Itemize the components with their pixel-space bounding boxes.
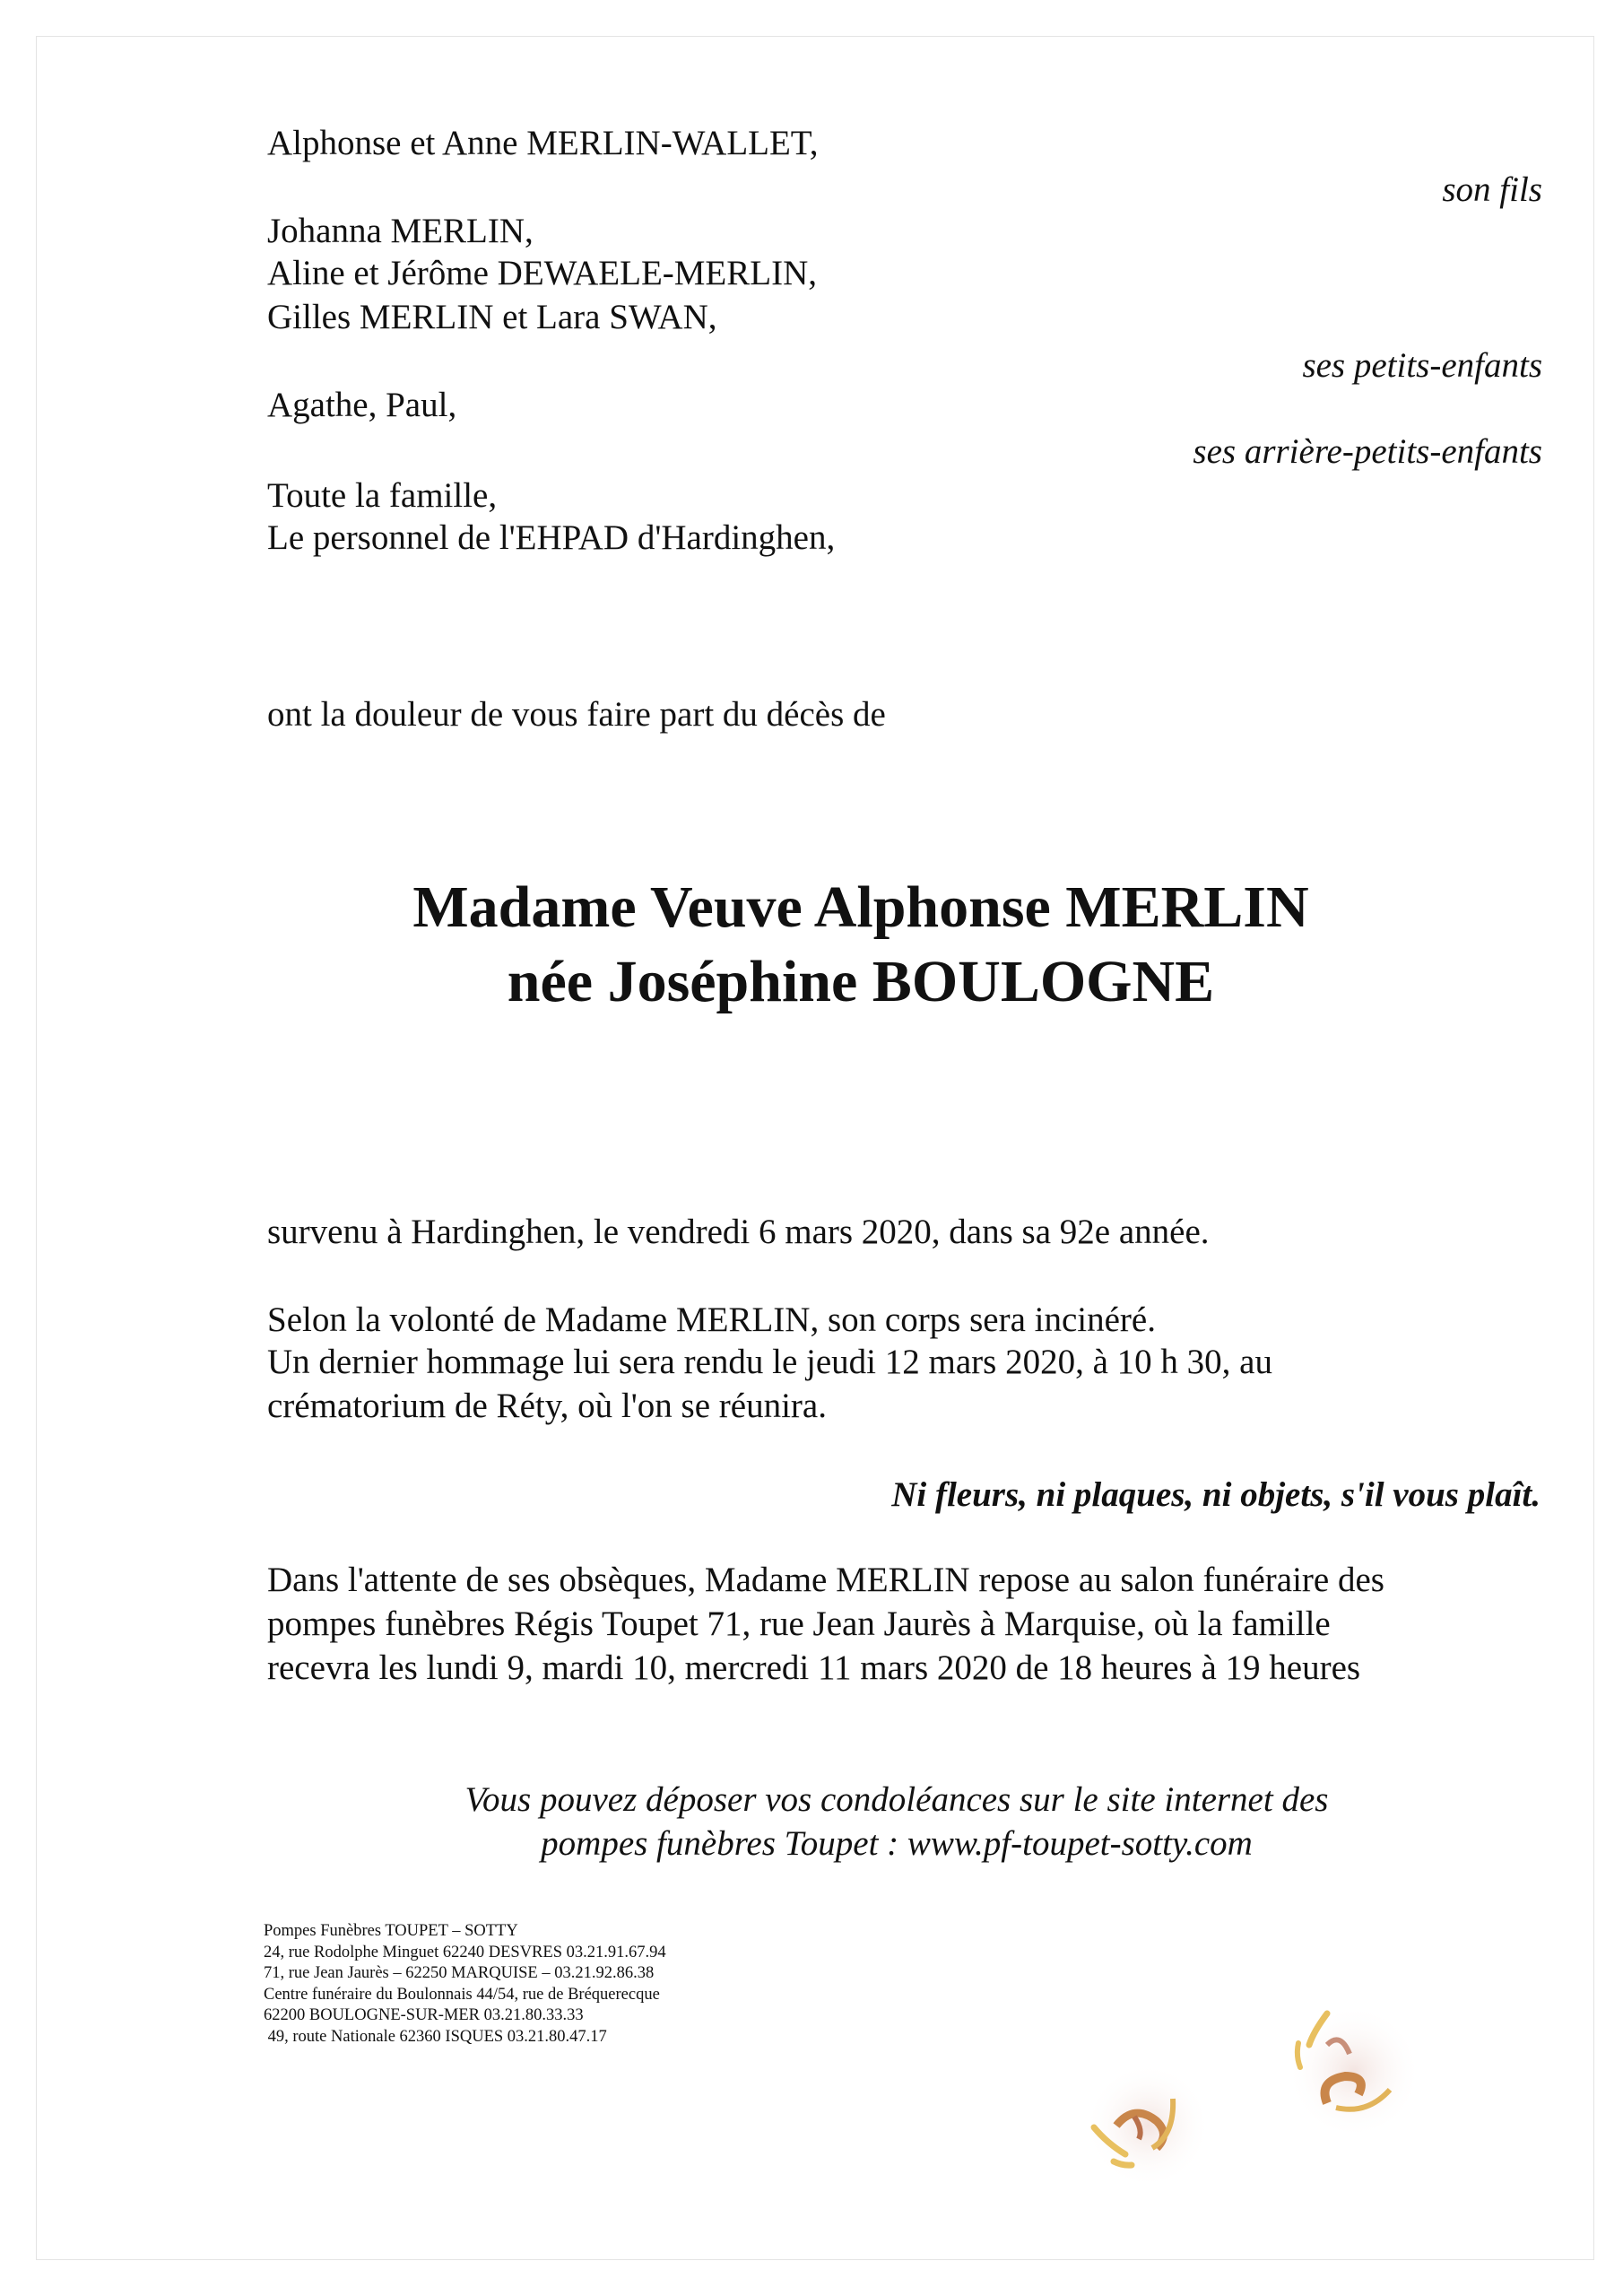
- son-label: son fils: [1442, 170, 1542, 209]
- grandchild: Aline et Jérôme DEWAELE-MERLIN,: [267, 254, 817, 292]
- family-other: Le personnel de l'EHPAD d'Hardinghen,: [267, 518, 836, 557]
- footer-line: 24, rue Rodolphe Minguet 62240 DESVRES 03.21.91.67.94: [264, 1943, 666, 1961]
- orchid-right-icon: [1287, 2005, 1421, 2139]
- footer-line: 49, route Nationale 62360 ISQUES 03.21.80.47.17: [264, 2027, 607, 2046]
- deceased-maiden-name: née Joséphine BOULOGNE: [507, 949, 1215, 1014]
- son-names: Alphonse et Anne MERLIN-WALLET,: [267, 124, 819, 162]
- family-other: Toute la famille,: [267, 476, 498, 515]
- death-details: survenu à Hardinghen, le vendredi 6 mars 2020, dans sa 92e année.: [267, 1213, 1210, 1251]
- ceremony-line: Un dernier hommage lui sera rendu le jeudi 12 mars 2020, à 10 h 30, au: [267, 1343, 1272, 1381]
- ceremony-line: crématorium de Réty, où l'on se réunira.: [267, 1387, 827, 1425]
- ceremony-line: Selon la volonté de Madame MERLIN, son corps sera incinéré.: [267, 1300, 1156, 1339]
- condolences-line: Vous pouvez déposer vos condoléances sur le site internet des: [464, 1780, 1329, 1819]
- great-grandchildren-label: ses arrière-petits-enfants: [1193, 432, 1542, 471]
- funeral-home-footer: [264, 1921, 666, 2048]
- no-flowers-notice: Ni fleurs, ni plaques, ni objets, s'il vous plaît.: [891, 1475, 1541, 1514]
- orchid-flowers-decoration: [1058, 1955, 1506, 2197]
- grandchild: Johanna MERLIN,: [267, 212, 534, 250]
- orchid-left-icon: [1085, 2063, 1211, 2188]
- footer-line: Centre funéraire du Boulonnais 44/54, rue de Bréquerecque: [264, 1985, 660, 2004]
- footer-line: 71, rue Jean Jaurès – 62250 MARQUISE – 03.21.92.86.38: [264, 1964, 655, 1982]
- footer-line: Pompes Funèbres TOUPET – SOTTY: [264, 1922, 518, 1940]
- announcement: ont la douleur de vous faire part du décès de: [267, 695, 886, 734]
- viewing-line: pompes funèbres Régis Toupet 71, rue Jean Jaurès à Marquise, où la famille: [267, 1605, 1331, 1643]
- viewing-line: recevra les lundi 9, mardi 10, mercredi 11 mars 2020 de 18 heures à 19 heures: [267, 1648, 1361, 1687]
- great-grandchildren: Agathe, Paul,: [267, 386, 457, 424]
- viewing-line: Dans l'attente de ses obsèques, Madame MERLIN repose au salon funéraire des: [267, 1561, 1384, 1599]
- grandchild: Gilles MERLIN et Lara SWAN,: [267, 298, 717, 336]
- grandchildren-label: ses petits-enfants: [1302, 346, 1542, 385]
- condolences-line: pompes funèbres Toupet : www.pf-toupet-sotty.com: [541, 1824, 1253, 1863]
- footer-line: 62200 BOULOGNE-SUR-MER 03.21.80.33.33: [264, 2006, 584, 2024]
- deceased-name: Madame Veuve Alphonse MERLIN: [412, 874, 1309, 940]
